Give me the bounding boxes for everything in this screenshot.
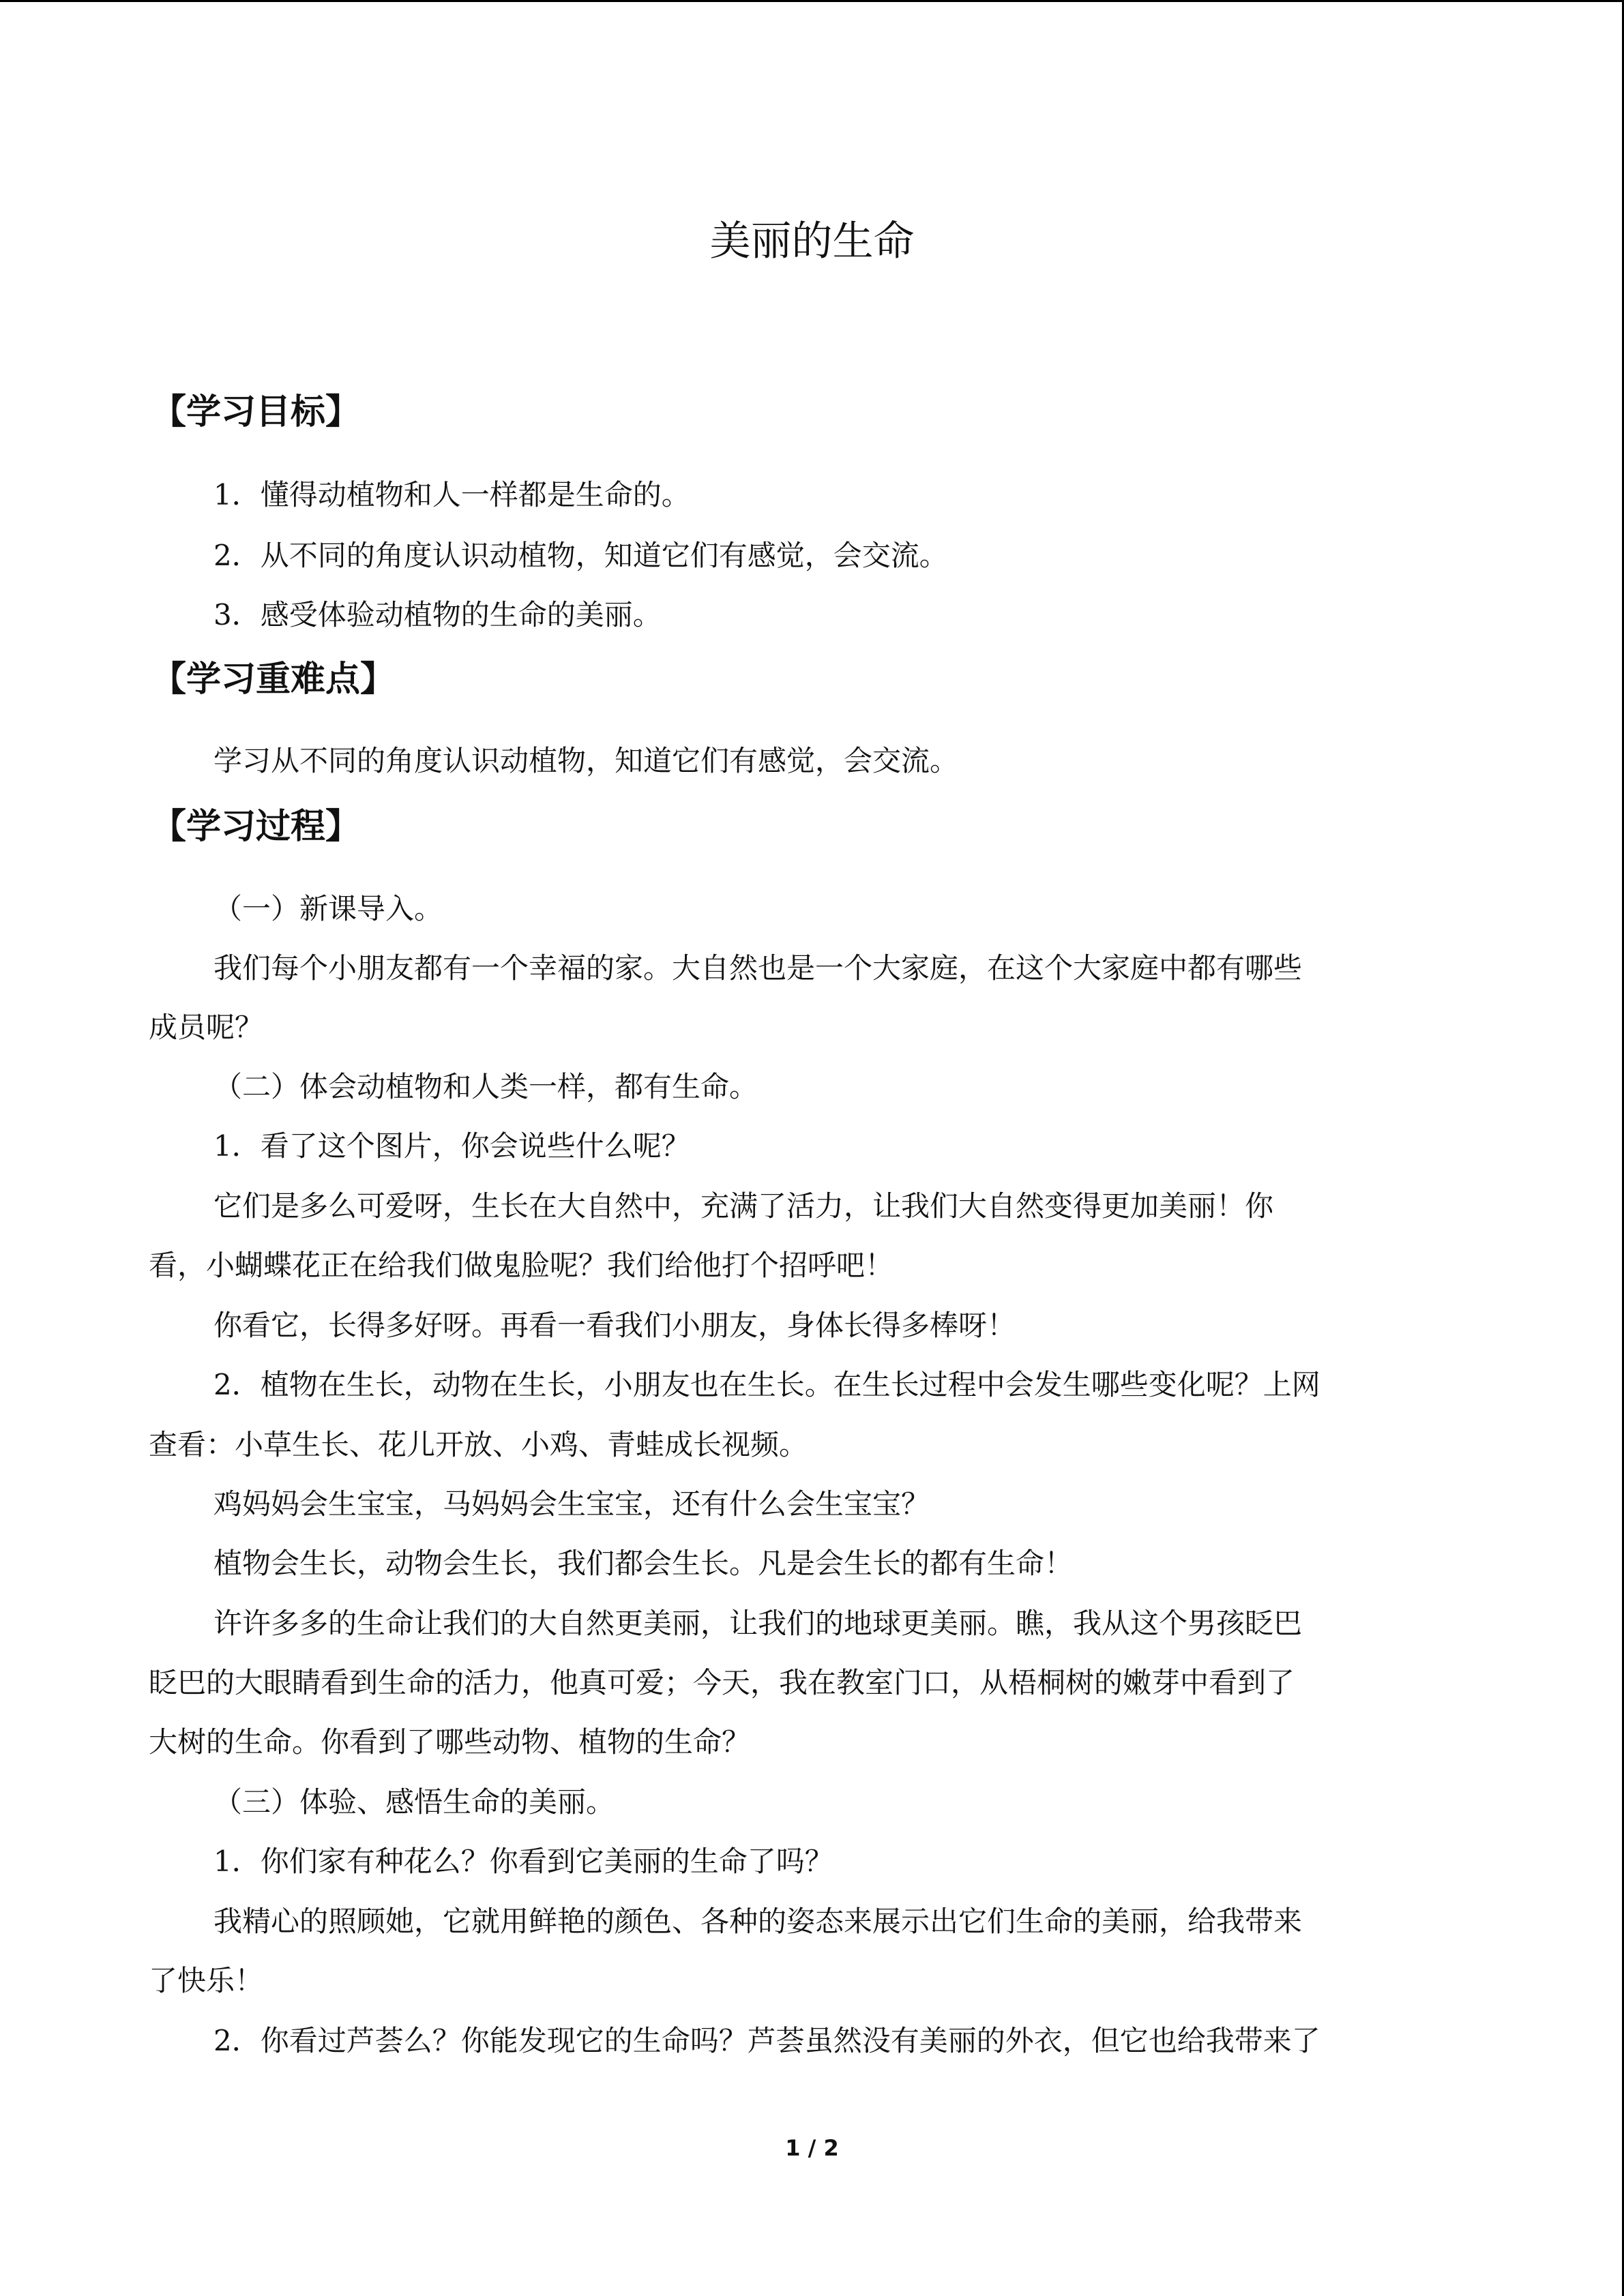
- heading-learning-process: 【学习过程】: [151, 807, 361, 847]
- process-line: （二）体会动植物和人类一样，都有生命。: [213, 1070, 758, 1103]
- process-line: （一）新课导入。: [213, 892, 443, 925]
- key-points-text: 学习从不同的角度认识动植物，知道它们有感觉，会交流。: [213, 744, 959, 777]
- process-line: 成员呢？: [149, 1011, 264, 1044]
- process-line: 眨巴的大眼睛看到生命的活力，他真可爱；今天，我在教室门口，从梧桐树的嫩芽中看到了: [149, 1666, 1295, 1699]
- process-line: 大树的生命。你看到了哪些动物、植物的生命？: [149, 1725, 751, 1759]
- process-line: 我精心的照顾她，它就用鲜艳的颜色、各种的姿态来展示出它们生命的美丽，给我带来: [213, 1905, 1303, 1938]
- process-line: 查看：小草生长、花儿开放、小鸡、青蛙成长视频。: [149, 1428, 808, 1461]
- process-line: 看，小蝴蝶花正在给我们做鬼脸呢？我们给他打个招呼吧！: [149, 1249, 894, 1282]
- process-line: 鸡妈妈会生宝宝，马妈妈会生宝宝，还有什么会生宝宝？: [213, 1487, 930, 1521]
- process-line: 2．你看过芦荟么？你能发现它的生命吗？芦荟虽然没有美丽的外衣，但它也给我带来了: [213, 2024, 1320, 2057]
- heading-learning-goals: 【学习目标】: [151, 392, 361, 432]
- page-title: 美丽的生命: [709, 218, 915, 265]
- heading-key-points: 【学习重难点】: [151, 659, 396, 700]
- goal-item-1: 1．懂得动植物和人一样都是生命的。: [213, 478, 690, 511]
- process-line: 1．你们家有种花么？你看到它美丽的生命了吗？: [213, 1845, 833, 1878]
- process-line: 1．看了这个图片，你会说些什么呢？: [213, 1129, 690, 1163]
- process-line: 你看它，长得多好呀。再看一看我们小朋友，身体长得多棒呀！: [213, 1309, 1016, 1342]
- page-border-top: [0, 0, 1624, 2]
- process-line: 了快乐！: [149, 1964, 264, 1997]
- process-line: 许许多多的生命让我们的大自然更美丽，让我们的地球更美丽。瞧，我从这个男孩眨巴: [213, 1607, 1303, 1640]
- process-line: 它们是多么可爱呀，生长在大自然中，充满了活力，让我们大自然变得更加美丽！你: [213, 1189, 1274, 1223]
- process-line: 2．植物在生长，动物在生长，小朋友也在生长。在生长过程中会发生哪些变化呢？上网: [213, 1368, 1320, 1401]
- process-line: （三）体验、感悟生命的美丽。: [213, 1785, 615, 1819]
- process-line: 我们每个小朋友都有一个幸福的家。大自然也是一个大家庭，在这个大家庭中都有哪些: [213, 951, 1303, 985]
- goal-item-2: 2．从不同的角度认识动植物，知道它们有感觉，会交流。: [213, 539, 948, 572]
- goal-item-3: 3．感受体验动植物的生命的美丽。: [213, 598, 662, 631]
- page-number: 1 / 2: [785, 2135, 839, 2161]
- process-line: 植物会生长，动物会生长，我们都会生长。凡是会生长的都有生命！: [213, 1547, 1074, 1580]
